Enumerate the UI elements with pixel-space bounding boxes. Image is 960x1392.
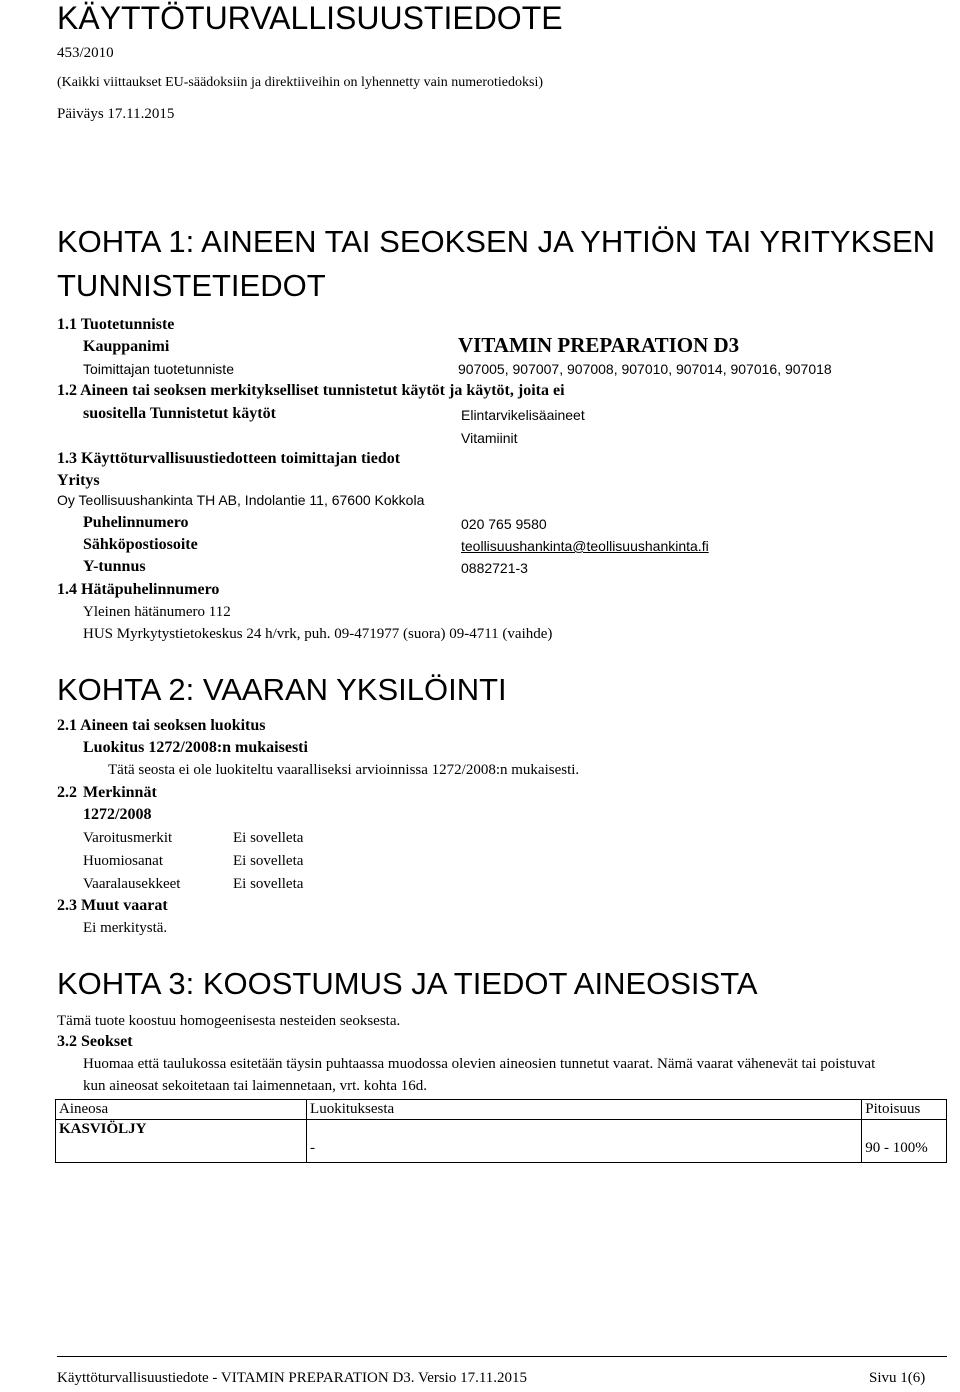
company-value: Oy Teollisuushankinta TH AB, Indolantie 11, 67600 Kokkola	[57, 492, 425, 508]
classification-cell	[307, 1120, 862, 1163]
identified-use-2: Vitamiinit	[461, 430, 518, 446]
regulation-note: (Kaikki viittaukset EU-säädoksiin ja direktiiveihin on lyhennetty vain numerotiedoksi)	[57, 75, 544, 90]
label-value: Ei sovelleta	[233, 853, 304, 869]
phone-value: 020 765 9580	[461, 516, 547, 532]
label-name: Huomiosanat	[83, 853, 163, 869]
subsection-1-2-line2: suositella Tunnistetut käytöt	[83, 405, 276, 422]
email-link[interactable]: teollisuushankinta@teollisuushankinta.fi	[461, 538, 709, 554]
other-hazards-value: Ei merkitystä.	[83, 920, 168, 936]
column-header: Pitoisuus	[862, 1100, 947, 1120]
column-header: Aineosa	[56, 1100, 307, 1120]
table-row	[56, 1120, 947, 1163]
subsection-2-2-number: 2.2	[57, 784, 77, 801]
trade-name-value: VITAMIN PREPARATION D3	[458, 333, 740, 357]
emergency-general: Yleinen hätänumero 112	[83, 604, 231, 620]
document-title: KÄYTTÖTURVALLISUUSTIEDOTE	[57, 0, 563, 36]
classification-text: Tätä seosta ei ole luokiteltu vaaralliseksi arvioinnissa 1272/2008:n mukaisesti.	[108, 762, 580, 778]
concentration-value: 90 - 100%	[865, 1140, 928, 1156]
document-date: Päiväys 17.11.2015	[57, 106, 175, 122]
component-cell	[56, 1120, 307, 1163]
emergency-poison-center: HUS Myrkytystietokeskus 24 h/vrk, puh. 09-471977 (suora) 09-4711 (vaihde)	[83, 626, 553, 642]
table-header-row	[56, 1100, 947, 1120]
classification-value: -	[310, 1140, 316, 1156]
footer-page-number: Sivu 1(6)	[869, 1370, 926, 1386]
label-value: Ei sovelleta	[233, 876, 304, 892]
subsection-1-3: 1.3 Käyttöturvallisuustiedotteen toimittajan tiedot	[57, 450, 401, 467]
supplier-code-label: Toimittajan tuotetunniste	[83, 361, 234, 377]
composition-intro: Tämä tuote koostuu homogeenisesta nesteiden seoksesta.	[57, 1013, 401, 1029]
ytunnus-label: Y-tunnus	[83, 558, 146, 575]
mixture-note-line1: Huomaa että taulukossa esitetään täysin puhtaassa muodossa olevien aineosien tunnetut vaarat. Nämä vaarat vähenevät tai poistuvat	[83, 1056, 876, 1072]
regulation-number: 453/2010	[57, 45, 114, 61]
section1-heading-line2: TUNNISTETIEDOT	[57, 268, 326, 303]
section3-heading: KOHTA 3: KOOSTUMUS JA TIEDOT AINEOSISTA	[57, 966, 758, 1001]
subsection-1-4: 1.4 Hätäpuhelinnumero	[57, 581, 220, 598]
subsection-3-2: 3.2 Seokset	[57, 1033, 133, 1050]
supplier-code-value: 907005, 907007, 907008, 907010, 907014, 907016, 907018	[458, 361, 832, 377]
classification-title: Luokitus 1272/2008:n mukaisesti	[83, 739, 308, 756]
section2-heading: KOHTA 2: VAARAN YKSILÖINTI	[57, 672, 507, 707]
composition-table	[55, 1099, 947, 1163]
labelling-regulation: 1272/2008	[83, 806, 152, 823]
trade-name-label: Kauppanimi	[83, 338, 170, 355]
identified-use-1: Elintarvikelisäaineet	[461, 407, 585, 423]
label-name: Varoitusmerkit	[83, 830, 173, 846]
component-name: KASVIÖLJY	[59, 1121, 147, 1137]
label-value: Ei sovelleta	[233, 830, 304, 846]
subsection-2-1: 2.1 Aineen tai seoksen luokitus	[57, 717, 266, 734]
ytunnus-value: 0882721-3	[461, 560, 528, 576]
subsection-1-2-line1: 1.2 Aineen tai seoksen merkitykselliset tunnistetut käytöt ja käytöt, joita ei	[57, 382, 565, 399]
subsection-2-2-title: Merkinnät	[83, 784, 157, 801]
subsection-2-3: 2.3 Muut vaarat	[57, 897, 168, 914]
mixture-note-line2: kun aineosat sekoitetaan tai laimennetaan, vrt. kohta 16d.	[83, 1078, 428, 1094]
subsection-1-1: 1.1 Tuotetunniste	[57, 316, 175, 333]
company-label: Yritys	[57, 472, 100, 489]
email-label: Sähköpostiosoite	[83, 536, 198, 553]
section1-heading-line1: KOHTA 1: AINEEN TAI SEOKSEN JA YHTIÖN TAI YRITYKSEN	[57, 224, 936, 259]
column-header: Luokituksesta	[307, 1100, 862, 1120]
concentration-cell	[862, 1120, 947, 1163]
label-name: Vaaralausekkeet	[83, 876, 181, 892]
phone-label: Puhelinnumero	[83, 514, 189, 531]
footer-document-info: Käyttöturvallisuustiedote - VITAMIN PREPARATION D3. Versio 17.11.2015	[57, 1370, 528, 1386]
footer-divider	[57, 1356, 947, 1357]
